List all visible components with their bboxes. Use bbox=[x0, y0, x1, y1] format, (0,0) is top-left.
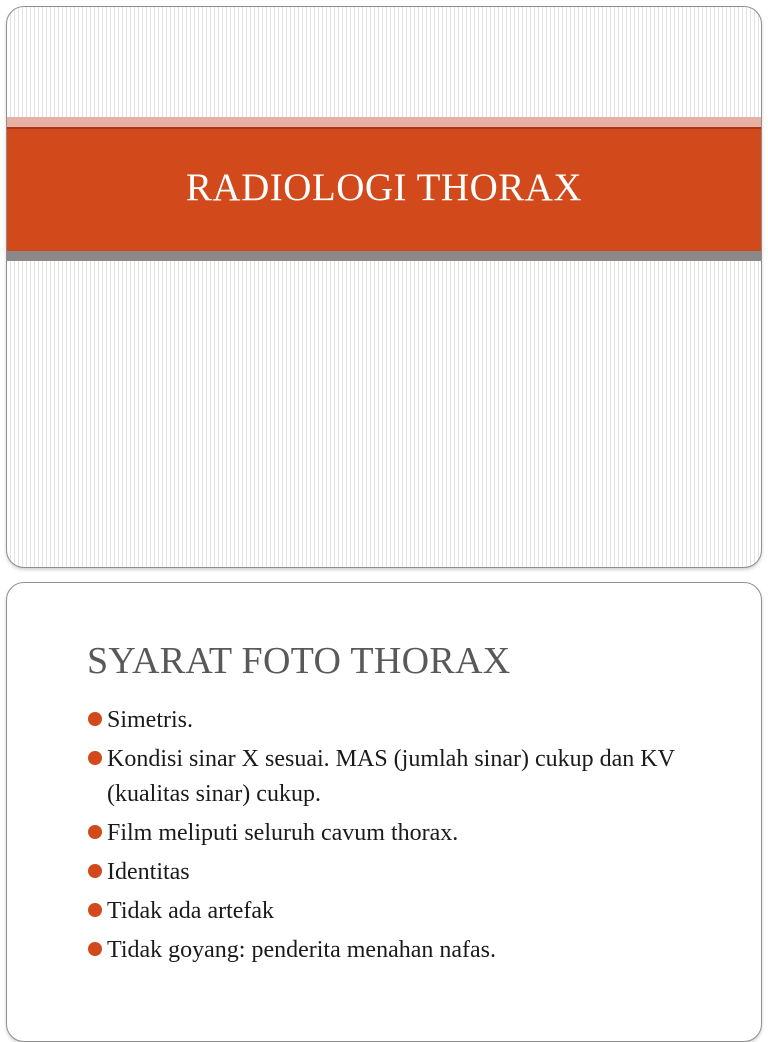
bullet-dot-icon bbox=[88, 864, 102, 878]
bullet-text: Identitas bbox=[107, 859, 190, 885]
bullet-dot-icon bbox=[88, 942, 102, 956]
bullet-dot-icon bbox=[88, 825, 102, 839]
bullet-item bbox=[87, 933, 737, 968]
bullet-item bbox=[87, 816, 737, 851]
bullet-text: Tidak ada artefak bbox=[107, 898, 275, 924]
bullet-item bbox=[87, 703, 737, 738]
slide-title bbox=[6, 6, 762, 568]
bullet-item bbox=[87, 855, 737, 890]
bullet-item bbox=[87, 894, 737, 929]
slide-content bbox=[6, 582, 762, 1042]
bullet-list bbox=[87, 703, 737, 972]
bullet-text: Tidak goyang: penderita menahan nafas. bbox=[107, 937, 497, 963]
title-band bbox=[7, 127, 761, 251]
accent-stripe-top bbox=[7, 117, 761, 127]
slide-title-text: RADIOLOGI THORAX bbox=[185, 165, 583, 209]
bullet-text: Film meliputi seluruh cavum thorax. bbox=[107, 820, 459, 846]
bullet-text: Simetris. bbox=[107, 707, 194, 733]
bullet-dot-icon bbox=[88, 903, 102, 917]
bullet-item bbox=[87, 742, 737, 812]
accent-stripe-bottom bbox=[7, 251, 761, 261]
bullet-dot-icon bbox=[88, 751, 102, 765]
bullet-dot-icon bbox=[88, 712, 102, 726]
bullet-text: Kondisi sinar X sesuai. MAS (jumlah sinar) cukup dan KV (kualitas sinar) cukup. bbox=[107, 746, 675, 807]
slide-heading: SYARAT FOTO THORAX bbox=[87, 640, 511, 682]
